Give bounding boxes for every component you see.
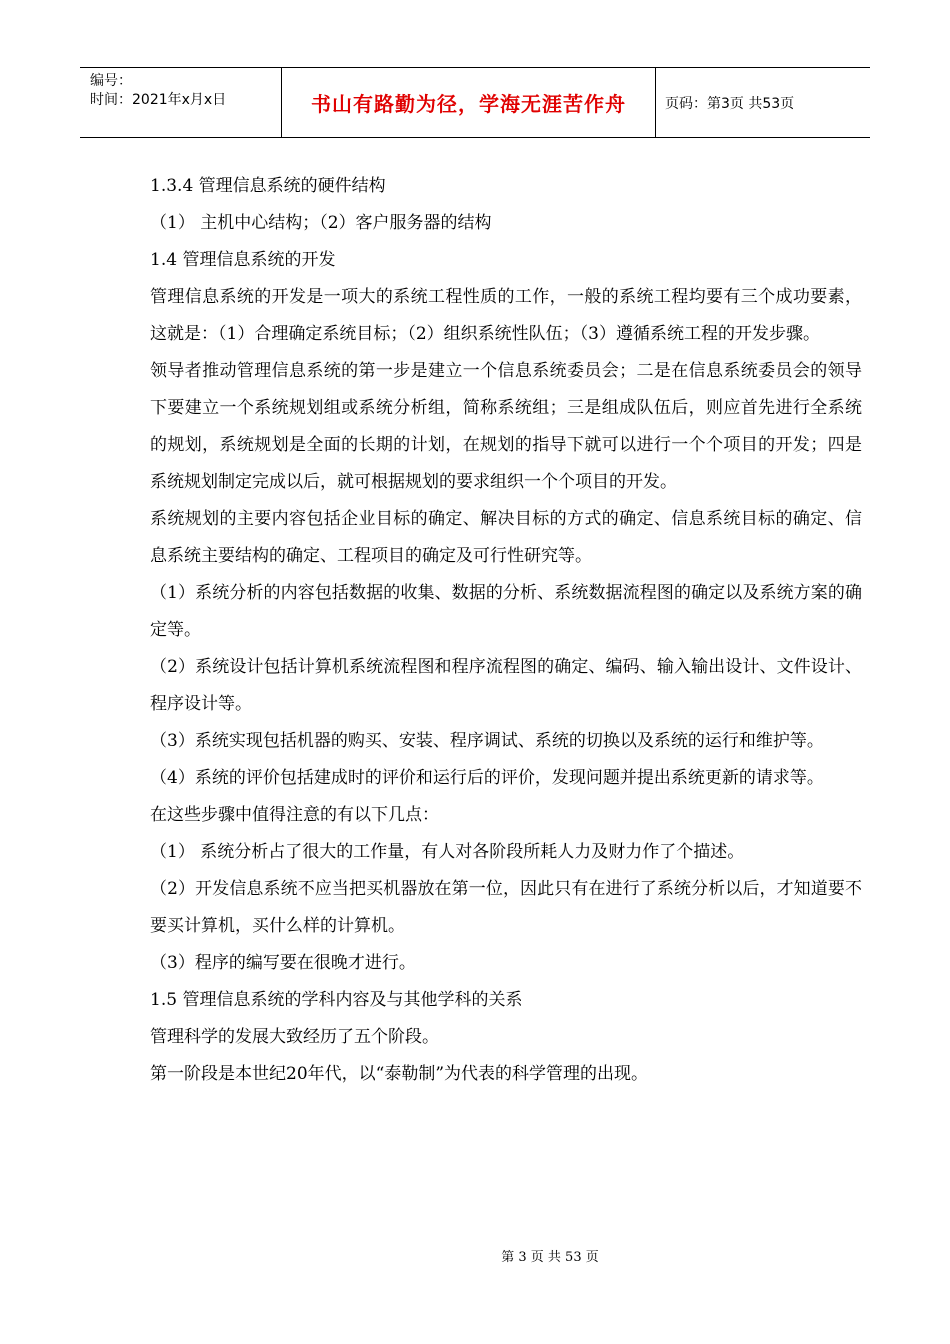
paragraph: 管理科学的发展大致经历了五个阶段。 (150, 1027, 439, 1047)
paragraph: 第一阶段是本世纪20年代，以“泰勒制”为代表的科学管理的出现。 (150, 1064, 649, 1084)
paragraph: （1）系统分析的内容包括数据的收集、数据的分析、系统数据流程图的确定以及系统方案的确定等。 (150, 583, 862, 640)
number-label: 编号： (90, 73, 132, 89)
paragraph: 在这些步骤中值得注意的有以下几点： (150, 805, 439, 825)
document-body (150, 168, 862, 1093)
paragraph: 管理信息系统的开发是一项大的系统工程性质的工作，一般的系统工程均要有三个成功要素，这就是：（1）合理确定系统目标；（2）组织系统性队伍；（3）遵循系统工程的开发步骤。 (150, 287, 862, 344)
paragraph: （3）程序的编写要在很晚才进行。 (150, 953, 416, 973)
paragraph: （1） 系统分析占了很大的工作量，有人对各阶段所耗人力及财力作了个描述。 (150, 842, 745, 862)
header-page-code: 页码：第3页 共53页 (665, 95, 795, 112)
paragraph: 系统规划的主要内容包括企业目标的确定、解决目标的方式的确定、信息系统目标的确定、信息系统主要结构的确定、工程项目的确定及可行性研究等。 (150, 509, 862, 566)
paragraph: （1） 主机中心结构；（2）客户服务器的结构 (150, 213, 492, 233)
paragraph: （2）系统设计包括计算机系统流程图和程序流程图的确定、编码、输入输出设计、文件设计、程序设计等。 (150, 657, 862, 714)
paragraph: 领导者推动管理信息系统的第一步是建立一个信息系统委员会；二是在信息系统委员会的领导下要建立一个系统规划组或系统分析组，简称系统组；三是组成队伍后，则应首先进行全系统的规划，系统规划是全面的长期的计划，在规划的指导下就可以进行一个个项目的开发；四是系统规划制定完成以后，就可根据规划的要求组织一个个项目的开发。 (150, 361, 862, 492)
paragraph: （3）系统实现包括机器的购买、安装、程序调试、系统的切换以及系统的运行和维护等。 (150, 731, 824, 751)
paragraph: （4）系统的评价包括建成时的评价和运行后的评价，发现问题并提出系统更新的请求等。 (150, 768, 824, 788)
section-heading: 1.5 管理信息系统的学科内容及与其他学科的关系 (150, 990, 523, 1010)
section-heading: 1.4 管理信息系统的开发 (150, 250, 336, 270)
header-motto: 书山有路勤为径，学海无涯苦作舟 (282, 68, 656, 137)
date-label: 时间：2021年x月x日 (90, 92, 227, 108)
section-heading: 1.3.4 管理信息系统的硬件结构 (150, 176, 386, 196)
paragraph: （2）开发信息系统不应当把买机器放在第一位，因此只有在进行了系统分析以后，才知道要不要买计算机，买什么样的计算机。 (150, 879, 862, 936)
header-meta (80, 68, 282, 137)
page-header (80, 67, 870, 138)
page-footer: 第 3 页 共 53 页 (501, 1250, 599, 1265)
